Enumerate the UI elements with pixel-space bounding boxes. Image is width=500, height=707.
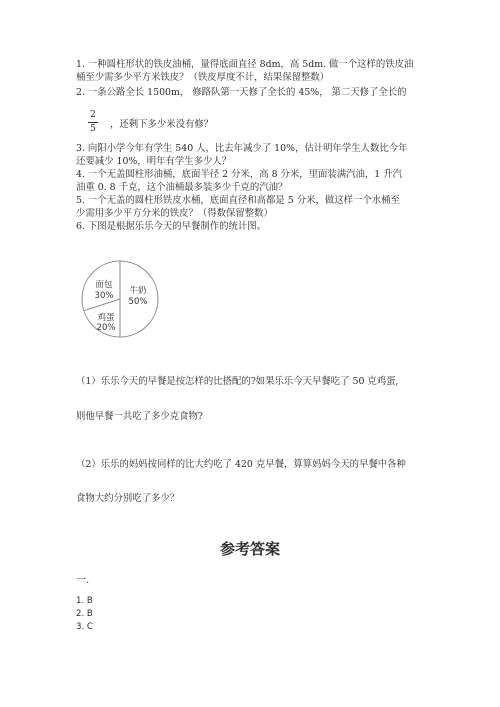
question-6-line: 6. 下图是根据乐乐今天的早餐制作的统计图。 bbox=[76, 221, 267, 232]
question-1-line-1: 1. 一种圆柱形状的铁皮油桶，量得底面直径 8dm，高 5dm. 做一个这样的铁皮油 bbox=[76, 59, 414, 70]
fraction-bar bbox=[88, 122, 98, 123]
slice-pct-milk: 50% bbox=[128, 297, 148, 307]
answer-item: 2. B bbox=[76, 609, 93, 619]
subquestion-2-line-1: （2）乐乐的妈妈按同样的比大约吃了 420 克早餐，算算妈妈今天的早餐中各种 bbox=[76, 459, 406, 470]
fraction-denominator: 5 bbox=[90, 124, 96, 134]
question-5-line-1: 5. 一个无盖的圆柱形铁皮水桶，底面直径和高都是 5 分米，做这样一个水桶至 bbox=[76, 195, 400, 206]
subquestion-1-line-1: （1）乐乐今天的早餐是按怎样的比搭配的?如果乐乐今天早餐吃了 50 克鸡蛋, bbox=[76, 376, 399, 387]
question-2-line-1: 2. 一条公路全长 1500m， 修路队第一天修了全长的 45%， 第二天修了全长的 bbox=[76, 87, 407, 98]
question-5-line-2: 少需用多少平方分米的铁皮？（得数保留整数） bbox=[76, 208, 273, 219]
subquestion-2-line-2: 食物大约分别吃了多少？ bbox=[76, 493, 180, 504]
question-1-line-2: 桶至少需多少平方米铁皮？（铁皮厚度不计，结果保留整数） bbox=[76, 72, 330, 83]
fraction-numerator: 2 bbox=[90, 110, 96, 120]
subquestion-1-line-2: 则他早餐一共吃了多少克食物? bbox=[76, 411, 203, 422]
answer-section-heading: 一. bbox=[76, 575, 90, 586]
question-3-line-2: 还要减少 10%，明年有学生多少人？ bbox=[76, 156, 232, 167]
slice-pct-bread: 30% bbox=[94, 291, 114, 301]
slice-pct-egg: 20% bbox=[96, 323, 116, 333]
breakfast-pie-chart bbox=[80, 259, 160, 339]
question-2-line-2: ，还剩下多少米没有修？ bbox=[110, 119, 214, 130]
question-3-line-1: 3. 向阳小学今年有学生 540 人，比去年减少了 10%，估计明年学生人数比今年 bbox=[76, 143, 408, 154]
slice-label-bread: 面包 bbox=[95, 280, 113, 290]
slice-label-egg: 鸡蛋 bbox=[97, 313, 115, 323]
question-4-line-2: 油重 0. 8 千克，这个油桶最多装多少千克的汽油？ bbox=[76, 182, 288, 193]
answer-key-title: 参考答案 bbox=[219, 540, 280, 558]
slice-label-milk: 牛奶 bbox=[129, 286, 147, 296]
answer-item: 3. C bbox=[76, 622, 93, 632]
question-4-line-1: 4. 一个无盖圆柱形油桶，底面半径 2 分米，高 8 分米，里面装满汽油，1 升汽 bbox=[76, 169, 402, 180]
question-2-fraction bbox=[88, 110, 98, 135]
answer-item: 1. B bbox=[76, 596, 93, 606]
